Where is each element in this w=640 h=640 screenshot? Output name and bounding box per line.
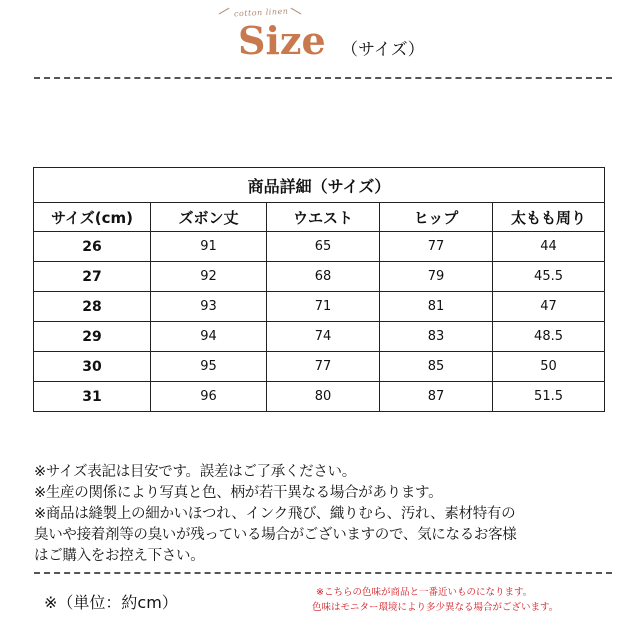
column-header-waist: ウエスト [267, 203, 380, 232]
cell-waist: 80 [267, 382, 380, 412]
cell-hip: 87 [380, 382, 493, 412]
color-disclaimer-line: ※こちらの色味が商品と一番近いものになります。 [316, 587, 533, 598]
cell-thigh: 47 [493, 292, 605, 322]
dashed-divider-bottom [34, 572, 612, 574]
table-row [34, 232, 605, 262]
header [0, 0, 640, 70]
cell-waist: 71 [267, 292, 380, 322]
table-header-row [34, 203, 605, 232]
cell-size: 28 [34, 292, 151, 322]
note-line: ※商品は縫製上の細かいほつれ、インク飛び、織りむら、汚れ、素材特有の [34, 506, 516, 522]
size-table [33, 167, 605, 412]
column-header-thigh: 太もも周り [493, 203, 605, 232]
cell-size: 30 [34, 352, 151, 382]
color-disclaimer [312, 585, 558, 615]
table-caption: 商品詳細（サイズ） [34, 168, 605, 203]
color-disclaimer-line: 色味はモニター環境により多少異なる場合がございます。 [312, 602, 559, 613]
cell-thigh: 44 [493, 232, 605, 262]
cell-thigh: 48.5 [493, 322, 605, 352]
table-row [34, 352, 605, 382]
cell-hip: 85 [380, 352, 493, 382]
note-line: はご購入をお控え下さい。 [34, 548, 205, 564]
cell-hip: 77 [380, 232, 493, 262]
cell-thigh: 50 [493, 352, 605, 382]
cell-size: 27 [34, 262, 151, 292]
cell-hip: 83 [380, 322, 493, 352]
dashed-divider-top [34, 77, 612, 79]
cell-hip: 79 [380, 262, 493, 292]
arc-subtitle: cotton linen [233, 6, 289, 19]
cell-length: 91 [151, 232, 267, 262]
cell-waist: 65 [267, 232, 380, 262]
cell-size: 26 [34, 232, 151, 262]
table-row [34, 322, 605, 352]
cell-size: 29 [34, 322, 151, 352]
table-row [34, 262, 605, 292]
table-row [34, 292, 605, 322]
note-line: ※生産の関係により写真と色、柄が若干異なる場合があります。 [34, 485, 443, 501]
note-line: ※サイズ表記は目安です。誤差はご了承ください。 [34, 464, 356, 480]
cell-length: 93 [151, 292, 267, 322]
note-line: 臭いや接着剤等の臭いが残っている場合がございますので、気になるお客様 [34, 527, 517, 543]
cell-length: 92 [151, 262, 267, 292]
table-row [34, 382, 605, 412]
cell-length: 95 [151, 352, 267, 382]
cell-thigh: 51.5 [493, 382, 605, 412]
cell-thigh: 45.5 [493, 262, 605, 292]
cell-size: 31 [34, 382, 151, 412]
decor-tick-left [219, 8, 234, 22]
column-header-hip: ヒップ [380, 203, 493, 232]
unit-label: ※（単位：約cm） [44, 593, 178, 612]
column-header-size: サイズ(cm) [34, 203, 151, 232]
cell-length: 94 [151, 322, 267, 352]
notes-block [34, 462, 624, 567]
cell-length: 96 [151, 382, 267, 412]
page-title: Size [238, 18, 326, 63]
cell-hip: 81 [380, 292, 493, 322]
cell-waist: 74 [267, 322, 380, 352]
cell-waist: 77 [267, 352, 380, 382]
column-header-length: ズボン丈 [151, 203, 267, 232]
page-title-suffix: （サイズ） [341, 40, 425, 60]
cell-waist: 68 [267, 262, 380, 292]
